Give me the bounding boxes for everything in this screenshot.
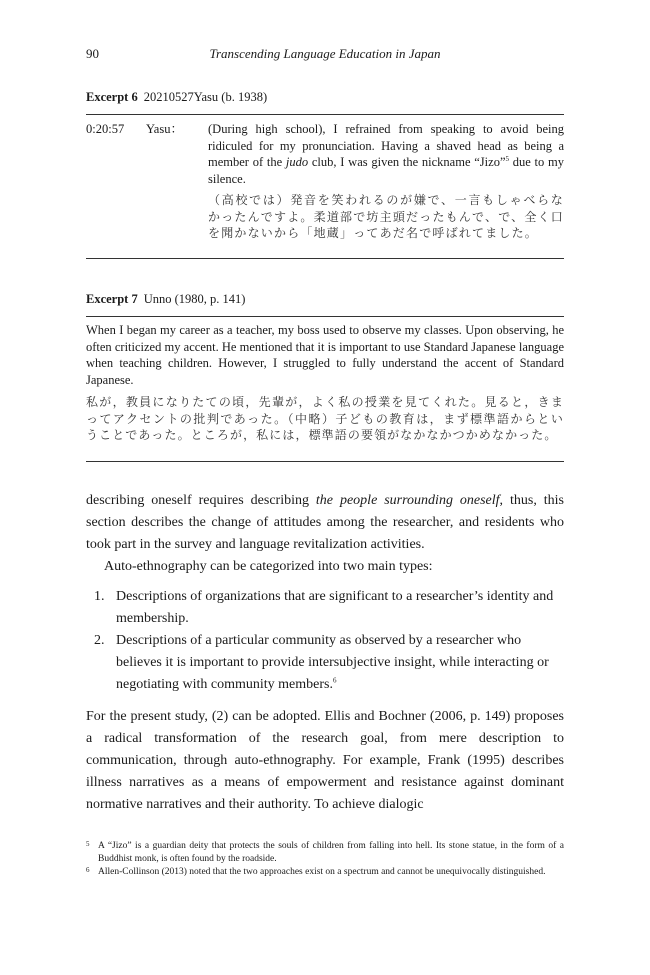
excerpt-6-speaker: Yasu： [146, 122, 183, 136]
footnote-number: 6 [86, 866, 90, 874]
excerpt-7-heading [86, 292, 245, 307]
list-item-2-text: Descriptions of a particular community as observed by a researcher who believes it is important to provide intersubjective insight, while interacting or negotiating with community members. [116, 633, 549, 692]
excerpt-7-top-rule [86, 316, 564, 317]
excerpt-6-english-part-1: (During high school), I refrained from speaking to avoid being ridiculed for my pronunciation. Having a shaved head as being a member of the [208, 122, 564, 169]
footnote-ref-5[interactable]: 5 [505, 154, 509, 163]
list-item-text [116, 630, 564, 696]
excerpt-7-label: Excerpt 7 [86, 292, 138, 306]
list-item-number: 1. [94, 589, 105, 604]
list-item-number: 2. [94, 633, 105, 648]
excerpt-6-english [208, 121, 564, 187]
page-number: 90 [86, 46, 99, 61]
footnotes [86, 840, 564, 880]
body-paragraph-1 [86, 490, 564, 578]
excerpt-6-timestamp: 0:20:57 [86, 122, 125, 136]
body-p1-start: describing oneself requires describing [86, 493, 316, 508]
body-p1-italic: the people surrounding oneself [315, 493, 500, 508]
footnote-6 [86, 866, 564, 879]
types-list [86, 586, 564, 696]
running-head [86, 46, 564, 64]
list-item [86, 586, 564, 630]
excerpt-7-source: Unno (1980, p. 141) [143, 292, 246, 306]
footnote-text: A “Jizo” is a guardian deity that protects the souls of children from falling into hell. Its stone statue, in the form of a Buddhist monk, is often found by the roadside. [98, 841, 564, 864]
excerpt-7-english: When I began my career as a teacher, my boss used to observe my classes. Upon observing, he often criticized my accent. He mentioned that it is important to use Standard Japanese language when teaching children. However, I struggled to fully understand the accent of Standard Japanese. [86, 323, 564, 387]
footnote-text: Allen-Collinson (2013) noted that the two approaches exist on a spectrum and cannot be unequivocally distinguished. [98, 867, 546, 877]
excerpt-7-bottom-rule [86, 461, 564, 462]
excerpt-6-judo: judo [285, 155, 309, 169]
footnote-number: 5 [86, 840, 90, 848]
book-title: Transcending Language Education in Japan [209, 46, 441, 61]
excerpt-6-text [208, 121, 564, 242]
excerpt-6-japanese: （高校では）発音を笑われるのが嫌で、一言もしゃべらなかったんですよ。柔道部で坊主頭だったもんで、で、全く口を聞かないから「地蔵」ってあだ名で呼ばれてました。 [208, 193, 564, 240]
excerpt-7-japanese: 私が，教員になりたての頃，先輩が，よく私の授業を見てくれた。見ると，きまってアクセントの批判であった。（中略）子どもの教育は，まず標準語からということであった。ところが，私には，標準語の要領がなかなかつかめなかった。 [86, 395, 564, 442]
excerpt-7-body [86, 322, 564, 444]
excerpt-6-top-rule [86, 114, 564, 115]
excerpt-6-english-part-2: club, I was given the nickname “Jizo” [308, 155, 506, 169]
body-paragraph-2: For the present study, (2) can be adopted. Ellis and Bochner (2006, p. 149) proposes a radical transformation of the research goal, from mere description to communication, through auto-ethnography. For example, Frank (1995) describes illness narratives as a means of empowerment and resistance against dominant normative narratives and their authority. To achieve dialogic [86, 709, 564, 812]
footnote-5 [86, 840, 564, 865]
excerpt-6-source: 20210527Yasu (b. 1938) [143, 90, 268, 104]
list-item-text: Descriptions of organizations that are significant to a researcher’s identity and membership. [116, 589, 554, 626]
excerpt-6-heading [86, 90, 267, 105]
body-p1-end: , thus, this section describes the change of attitudes among the researcher, and residents who took part in the survey and language revitalization activities. [86, 493, 564, 552]
footnote-ref-6[interactable]: 6 [332, 676, 337, 685]
excerpt-6-english-part-3: due to my silence. [208, 155, 564, 186]
excerpt-6-label: Excerpt 6 [86, 90, 138, 104]
body-paragraph-1b: Auto-ethnography can be categorized into two main types: [104, 559, 433, 574]
excerpt-6-bottom-rule [86, 258, 564, 259]
list-item [86, 630, 564, 696]
